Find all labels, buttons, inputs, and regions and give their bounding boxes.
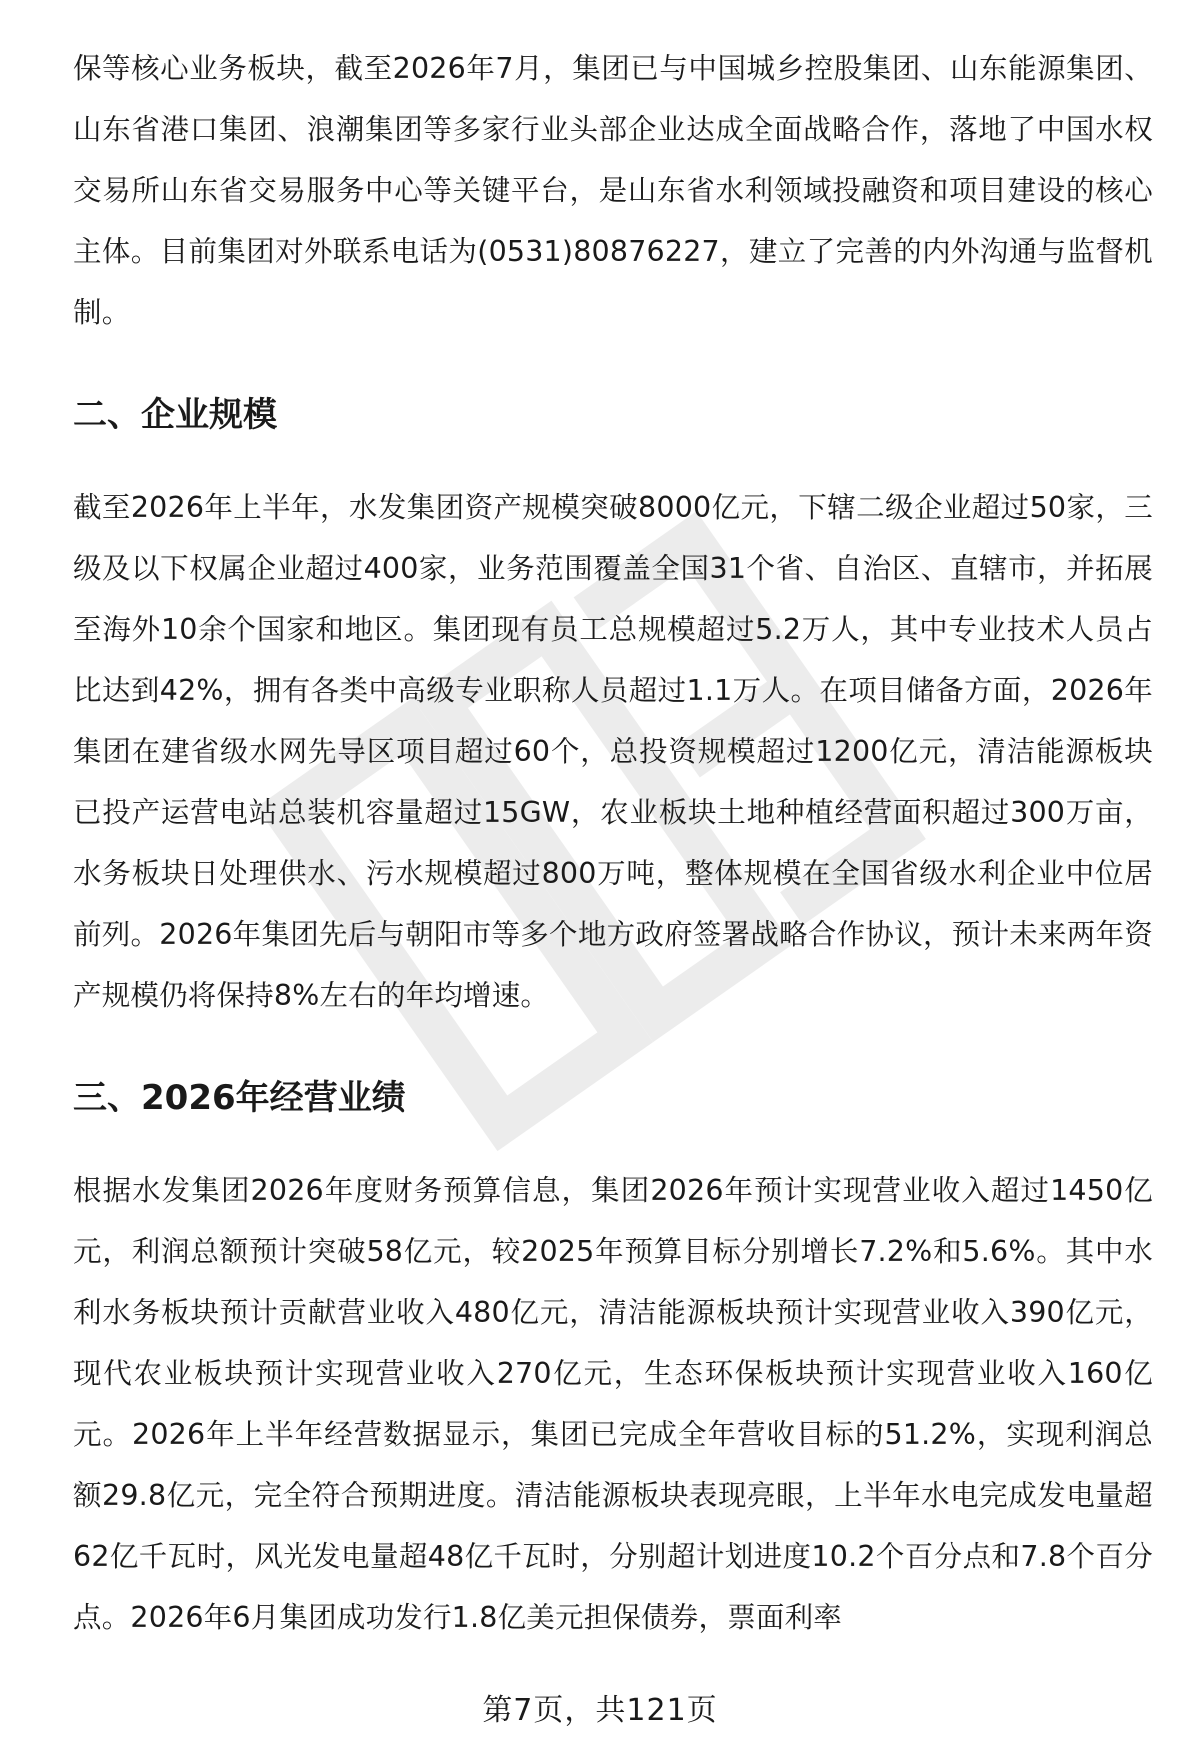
section-heading-performance: 三、2026年经营业绩 <box>73 1078 406 1118</box>
page-number-footer: 第7页，共121页 <box>482 1693 718 1728</box>
section-heading-scale: 二、企业规模 <box>73 395 277 435</box>
intro-paragraph: 保等核心业务板块，截至2026年7月，集团已与中国城乡控股集团、山东能源集团、山东省港口集团、浪潮集团等多家行业头部企业达成全面战略合作，落地了中国水权交易所山东省交易服务中心等关键平台，是山东省水利领域投融资和项目建设的核心主体。目前集团对外联系电话为(0531)80876227，建立了完善的内外沟通与监督机制。 <box>73 52 1153 329</box>
performance-paragraph: 根据水发集团2026年度财务预算信息，集团2026年预计实现营业收入超过1450亿元，利润总额预计突破58亿元，较2025年预算目标分别增长7.2%和5.6%。其中水利水务板块预计贡献营业收入480亿元，清洁能源板块预计实现营业收入390亿元，现代农业板块预计实现营业收入270亿元，生态环保板块预计实现营业收入160亿元。2026年上半年经营数据显示，集团已完成全年营收目标的51.2%，实现利润总额29.8亿元，完全符合预期进度。清洁能源板块表现亮眼，上半年水电完成发电量超62亿千瓦时，风光发电量超48亿千瓦时，分别超计划进度10.2个百分点和7.8个百分点。2026年6月集团成功发行1.8亿美元担保债券，票面利率 <box>73 1174 1153 1634</box>
document-body <box>73 38 1153 1648</box>
scale-paragraph: 截至2026年上半年，水发集团资产规模突破8000亿元，下辖二级企业超过50家，三级及以下权属企业超过400家，业务范围覆盖全国31个省、自治区、直辖市，并拓展至海外10余个国家和地区。集团现有员工总规模超过5.2万人，其中专业技术人员占比达到42%，拥有各类中高级专业职称人员超过1.1万人。在项目储备方面，2026年集团在建省级水网先导区项目超过60个，总投资规模超过1200亿元，清洁能源板块已投产运营电站总装机容量超过15GW，农业板块土地种植经营面积超过300万亩，水务板块日处理供水、污水规模超过800万吨，整体规模在全国省级水利企业中位居前列。2026年集团先后与朝阳市等多个地方政府签署战略合作协议，预计未来两年资产规模仍将保持8%左右的年均增速。 <box>73 491 1153 1012</box>
